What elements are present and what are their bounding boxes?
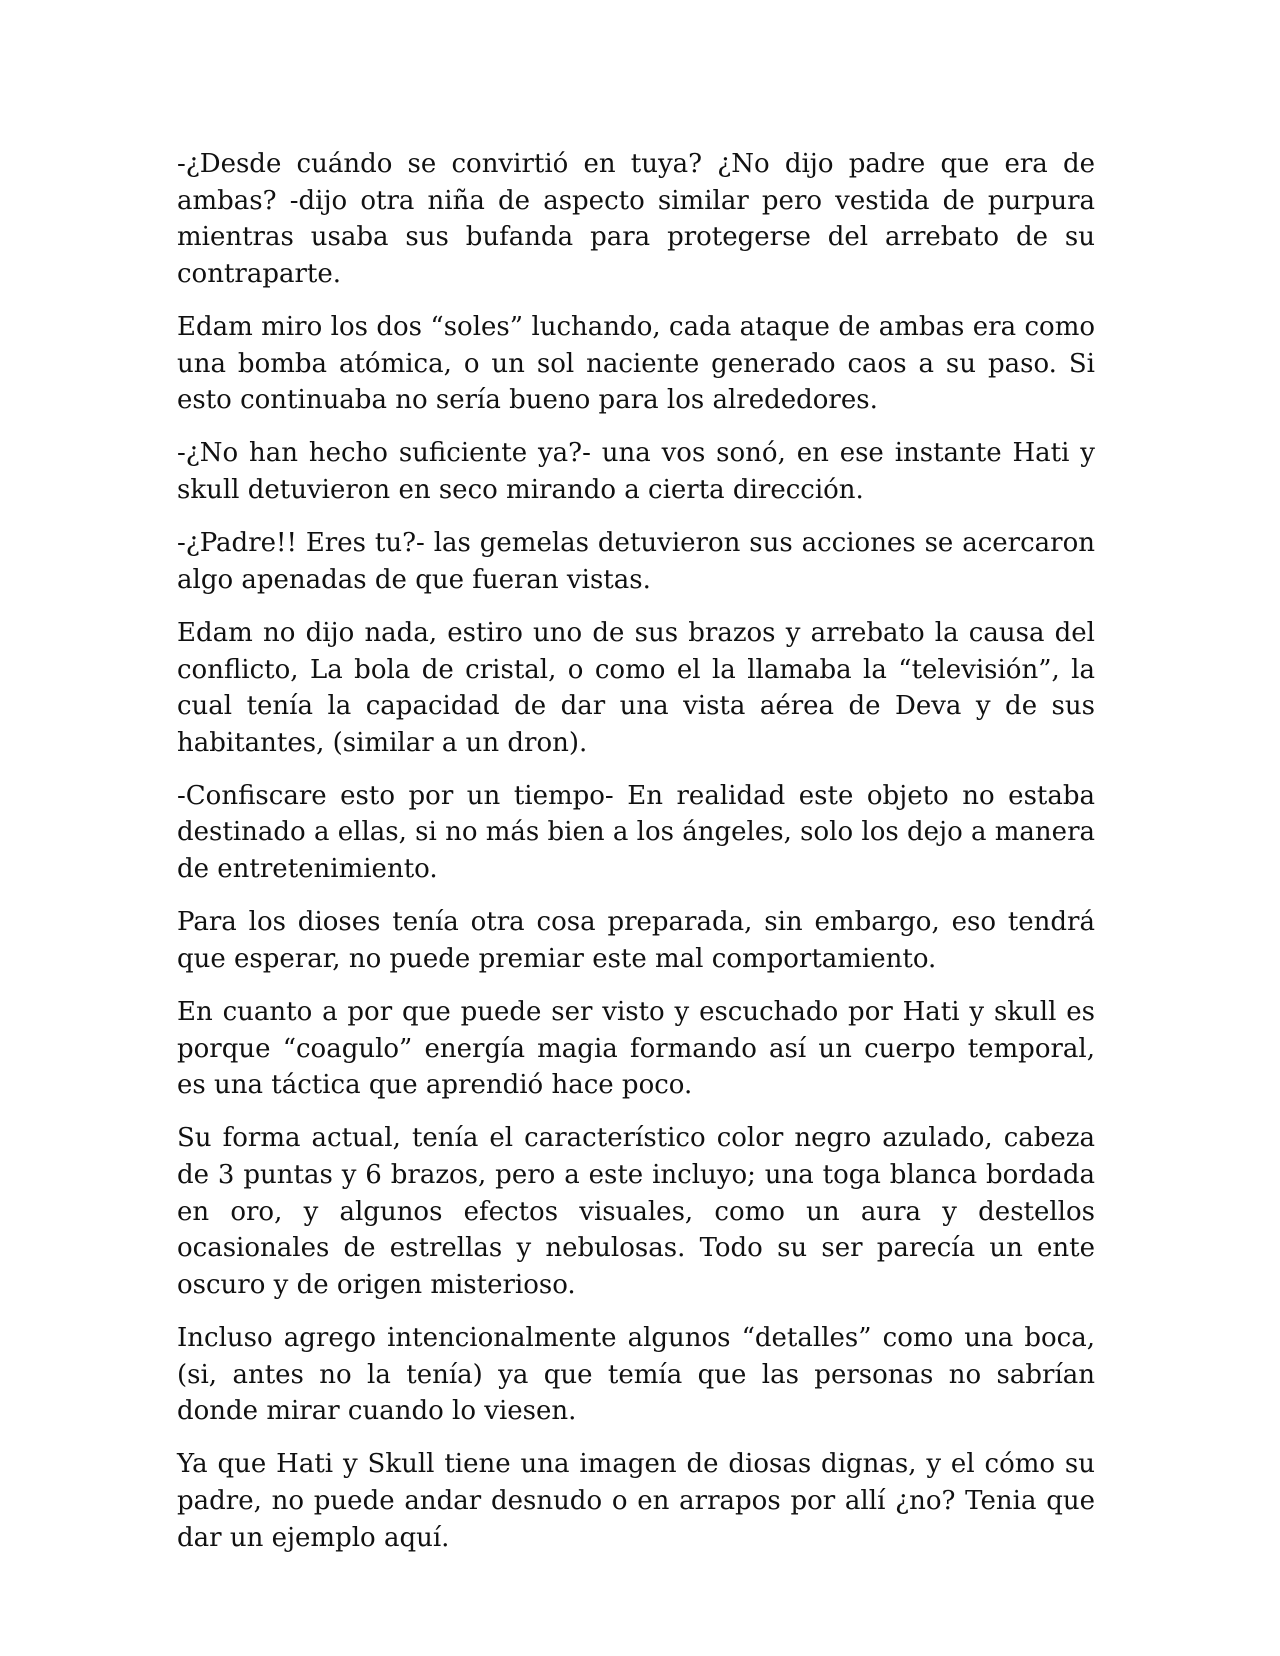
document-page	[177, 146, 1095, 1573]
paragraph-5: Edam no dijo nada, estiro uno de sus brazos y arrebato la causa del conflicto, La bola de cristal, o como el la llamaba la “televisión”, la cual tenía la capacidad de dar una vista aérea de Deva y de sus habitantes, (similar a un dron).	[177, 617, 1095, 758]
paragraph-9: Su forma actual, tenía el característico color negro azulado, cabeza de 3 puntas y 6 brazos, pero a este incluyo; una toga blanca bordada en oro, y algunos efectos visuales, como un aura y destellos ocasionales de estrellas y nebulosas. Todo su ser parecía un ente oscuro y de origen misterioso.	[177, 1123, 1095, 1300]
paragraph-4: -¿Padre!! Eres tu?- las gemelas detuvieron sus acciones se acercaron algo apenadas de que fueran vistas.	[177, 528, 1095, 595]
paragraph-10: Incluso agrego intencionalmente algunos “detalles” como una boca, (si, antes no la tenía) ya que temía que las personas no sabrían donde mirar cuando lo viesen.	[177, 1322, 1095, 1427]
paragraph-3: -¿No han hecho suficiente ya?- una vos sonó, en ese instante Hati y skull detuvieron en seco mirando a cierta dirección.	[177, 438, 1095, 505]
paragraph-8: En cuanto a por que puede ser visto y escuchado por Hati y skull es porque “coagulo” energía magia formando así un cuerpo temporal, es una táctica que aprendió hace poco.	[177, 997, 1095, 1101]
paragraph-11: Ya que Hati y Skull tiene una imagen de diosas dignas, y el cómo su padre, no puede andar desnudo o en arrapos por allí ¿no? Tenia que dar un ejemplo aquí.	[177, 1449, 1095, 1553]
paragraph-7: Para los dioses tenía otra cosa preparada, sin embargo, eso tendrá que esperar, no puede premiar este mal comportamiento.	[177, 907, 1095, 974]
paragraph-1: -¿Desde cuándo se convirtió en tuya? ¿No dijo padre que era de ambas? -dijo otra niña de aspecto similar pero vestida de purpura mientras usaba sus bufanda para protegerse del arrebato de su contraparte.	[177, 149, 1095, 289]
paragraph-6: -Confiscare esto por un tiempo- En realidad este objeto no estaba destinado a ellas, si no más bien a los ángeles, solo los dejo a manera de entretenimiento.	[177, 780, 1095, 885]
paragraph-2: Edam miro los dos “soles” luchando, cada ataque de ambas era como una bomba atómica, o un sol naciente generado caos a su paso. Si esto continuaba no sería bueno para los alrededores.	[177, 311, 1095, 416]
